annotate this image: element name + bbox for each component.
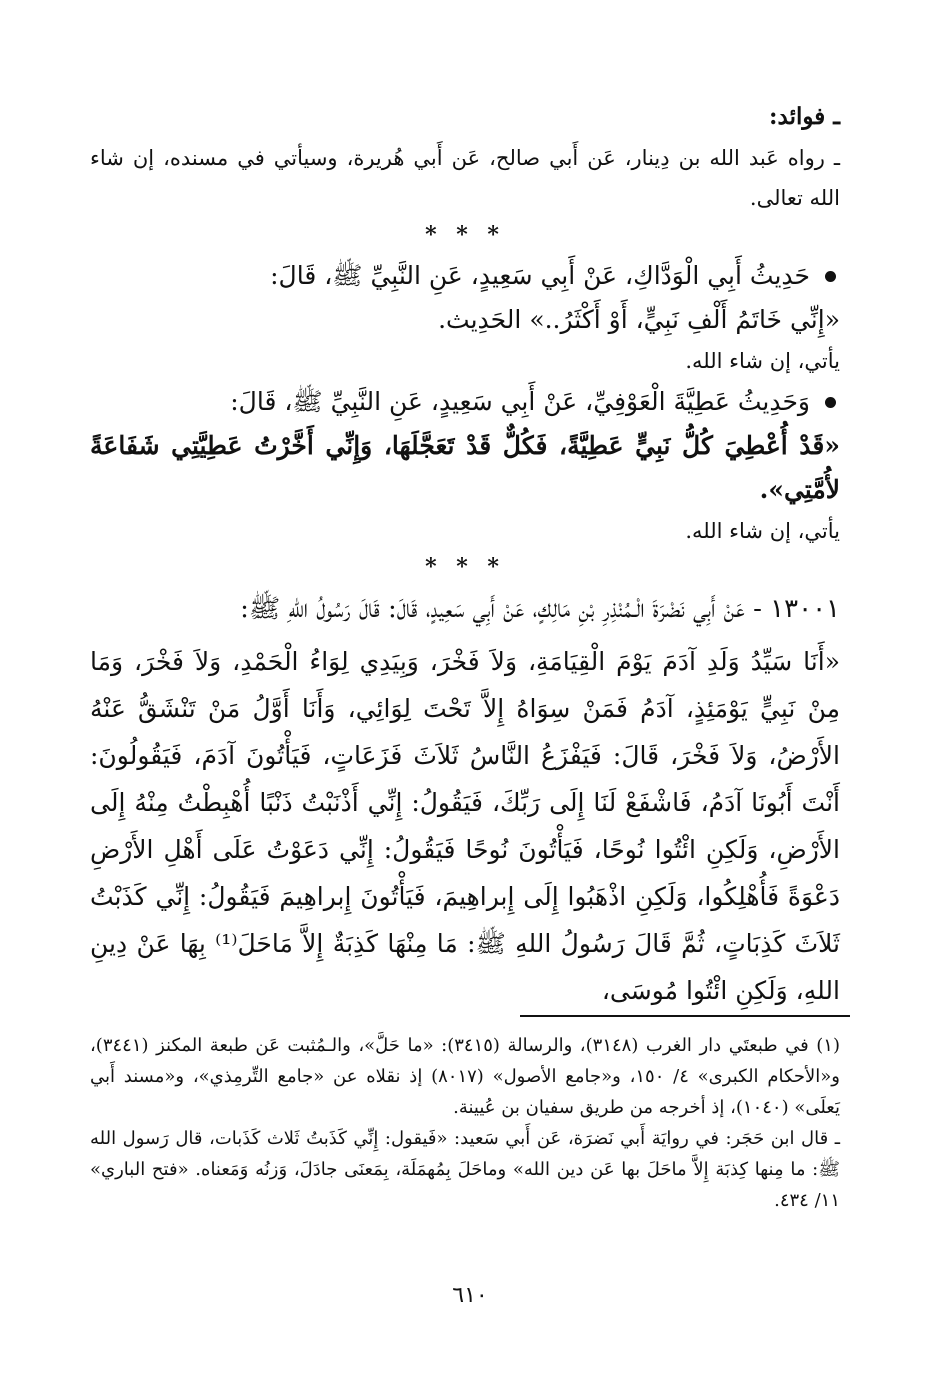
hadith-isnad: عَنْ أَبِي نَضْرَةَ الْـمُنْذِرِ بْنِ مَالِكٍ، عَنْ أَبِي سَعِيدٍ، قَالَ: قَالَ رَسُولُ اللهِ ﷺ: bbox=[240, 594, 745, 624]
separator-stars: * * * bbox=[425, 554, 505, 580]
benefits-heading: ـ فوائد: bbox=[769, 103, 840, 130]
footnote-item: ـ قال ابن حَجَر: في روايَة أَبي نَضرَة، عَن أَبي سَعيد: «فَيقول: إِنِّي كَذَبتُ ثَلاث كَذَبات، قال رَسول الله ﷺ: ما مِنها كِذبَة إِلاَّ ماحَلَ بها عَن دين الله» وماحَلَ بِمُهمَلَة، بِمَعنَى جادَلَ، وَزنُه وَمَعناه. «فتح الباري» ١١/ ٤٣٤. bbox=[90, 1128, 840, 1211]
hadith-quote: «إِنِّي خَاتَمُ أَلْفِ نَبِيٍّ، أَوْ أَكْثَرُ..» الحَدِيث. bbox=[438, 305, 840, 334]
page-number: ٦١٠ bbox=[452, 1283, 488, 1308]
hadith-text: «أَنَا سَيِّدُ وَلَدِ آدَمَ يَوْمَ الْقِيَامَةِ، وَلاَ فَخْرَ، وَبِيَدِي لِوَاءُ الْحَمْدِ، وَلاَ فَخْرَ، وَمَا مِنْ نَبِيٍّ يَوْمَئِذٍ، آدَمُ فَمَنْ سِوَاهُ إِلاَّ تَحْتَ لِوَائِي، وَأَنَا أَوَّلُ مَنْ تَنْشَقُّ عَنْهُ الأَرْضُ، وَلاَ فَخْرَ، قَالَ: فَيَفْزَعُ النَّاسُ ثَلاَثَ فَزَعَاتٍ، فَيَأْتُونَ آدَمَ، فَيَقُولُونَ: أَنْتَ أَبُونَا آدَمُ، فَاشْفَعْ لَنَا إِلَى رَبِّكَ، فَيَقُولُ: إِنِّي أَذْنَبْتُ ذَنْبًا أُهْبِطْتُ مِنْهُ إِلَى الأَرْضِ، وَلَكِنِ ائْتُوا نُوحًا، فَيَأْتُونَ نُوحًا فَيَقُولُ: إِنِّي دَعَوْتُ عَلَى أَهْلِ الأَرْضِ دَعْوَةً فَأُهْلِكُوا، وَلَكِنِ اذْهَبُوا إِلَى إِبراهِيمَ، فَيَأْتُونَ إِبراهِيمَ فَيَقُولُ: إِنِّي كَذَبْتُ ثَلاَثَ كَذِبَاتٍ، ثُمَّ قَالَ رَسُولُ اللهِ ﷺ: مَا مِنْهَا كَذِبَةٌ إِلاَّ مَاحَلَ⁽¹⁾ بِهَا عَنْ دِينِ اللهِ، وَلَكِنِ ائْتُوا مُوسَى، bbox=[90, 647, 840, 1005]
bullet-text: وَحَدِيثُ عَطِيَّةَ الْعَوْفِيِّ، عَنْ أَبِي سَعِيدٍ، عَنِ النَّبِيِّ ﷺ، قَالَ: bbox=[230, 387, 810, 416]
cross-reference-note: يأتي، إن شاء الله. bbox=[685, 519, 840, 543]
hadith-number: ١٣٠٠١ - bbox=[753, 594, 840, 624]
cross-reference-note: يأتي، إن شاء الله. bbox=[685, 349, 840, 373]
bullet-item-atiyya bbox=[90, 380, 840, 424]
bullet-text: حَدِيثُ أَبِي الْوَدَّاكِ، عَنْ أَبِي سَعِيدٍ، عَنِ النَّبِيِّ ﷺ، قَالَ: bbox=[270, 261, 810, 290]
hadith-quote: «قَدْ أُعْطِيَ كُلُّ نَبِيٍّ عَطِيَّةً، فَكُلٌّ قَدْ تَعَجَّلَهَا، وَإِنِّي أَخَّرْتُ عَطِيَّتِي شَفَاعَةً لأُمَّتِي». bbox=[90, 431, 840, 504]
page-body bbox=[90, 100, 840, 1014]
footnote-item: (١) في طبعتَي دار الغرب (٣١٤٨)، والرسالة (٣٤١٥): «ما حَلَّ»، والـمُثبت عَن طبعة المكنز (٣٤٤١)، و«الأحكام الكبرى» ٤/ ١٥٠، و«جامع الأصول» (٨٠١٧) إذ نقلاه عن «جامع التِّرمِذي»، و«مسند أَبي يَعلَى» (١٠٤٠)، إذ أخرجه من طريق سفيان بن عُيينة. bbox=[90, 1035, 840, 1118]
footnotes bbox=[90, 1030, 840, 1216]
bullet-icon bbox=[825, 271, 836, 282]
benefits-note: ـ رواه عَبد الله بن دِينار، عَن أَبي صالح، عَن أَبي هُريرة، وسيأتي في مسنده، إن شاء الله تعالى. bbox=[90, 146, 840, 210]
footnote-divider bbox=[520, 1015, 850, 1017]
hadith-header bbox=[90, 586, 840, 632]
separator-stars: * * * bbox=[425, 222, 505, 248]
bullet-item-abu-alwaddak bbox=[90, 254, 840, 298]
bullet-icon bbox=[825, 397, 836, 408]
